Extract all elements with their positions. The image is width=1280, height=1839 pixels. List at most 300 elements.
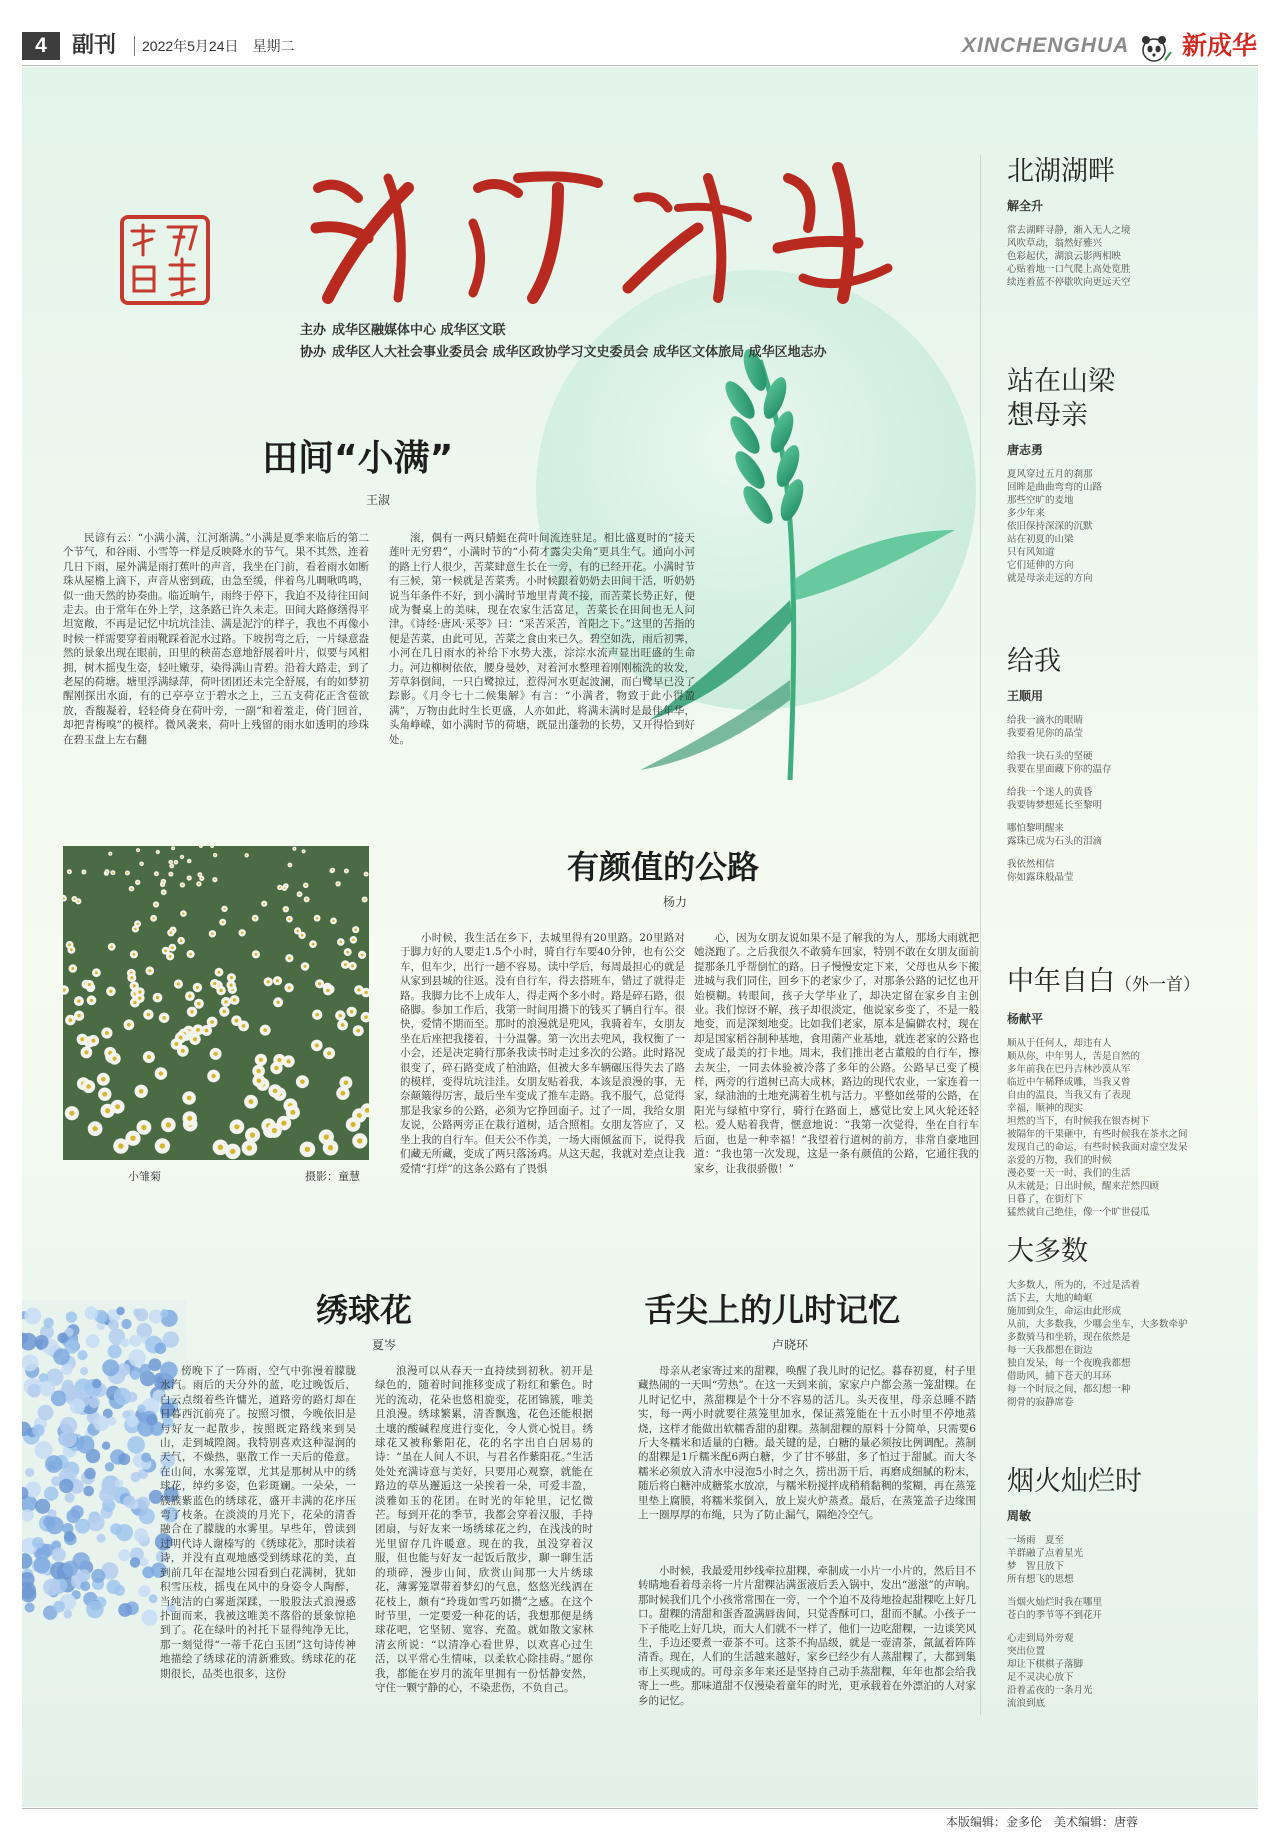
poem-line: 临近中午稀释成雕，当我又曾 — [1007, 1077, 1131, 1088]
hydrangea-petal — [25, 1603, 35, 1613]
hydrangea-petal — [70, 1399, 85, 1414]
poem-lines — [1007, 1534, 1142, 1710]
daisy-center — [267, 980, 270, 983]
daisy-center — [162, 1016, 166, 1020]
co-hosts-value: 成华区人大社会事业委员会 成华区政协学习文史委员会 成华区文体旅局 成华区地志办 — [332, 345, 827, 360]
daisy-center — [255, 953, 258, 956]
poem-author: 解全升 — [1007, 199, 1044, 213]
daisy-center — [289, 864, 291, 866]
hydrangea-petal — [99, 1487, 115, 1503]
hydrangea-petal — [38, 1405, 54, 1421]
daisy-center — [83, 871, 85, 873]
poem-line: 却让下棋棋子落脚 — [1007, 1659, 1084, 1670]
daisy-center — [346, 951, 349, 954]
daisy-center — [188, 877, 190, 879]
photo-caption: 小雏菊 — [128, 1170, 161, 1183]
daisy-center — [91, 1039, 95, 1043]
panda-logo-icon — [1135, 30, 1173, 64]
editor-credits: 本版编辑：金多伦 美术编辑：唐蓉 — [945, 1815, 1138, 1829]
page-footer — [22, 1808, 1258, 1828]
poem-line: 施加到众生，命运由此形成 — [1007, 1306, 1122, 1317]
red-seal-stamp — [120, 215, 210, 305]
daisy-center — [263, 903, 265, 905]
hydrangea-petal — [121, 1319, 131, 1329]
daisy-center — [141, 863, 143, 865]
brand-name-en: XINCHENGHUA — [962, 34, 1130, 57]
poem-line: 风吹草动，翁然好雅兴 — [1007, 238, 1103, 249]
daisy-center — [110, 945, 113, 948]
poem-line: 借助风，捕下苍天的耳环 — [1007, 1371, 1112, 1382]
daisy-center — [171, 946, 174, 949]
daisy-center — [181, 1049, 185, 1053]
daisy-center — [181, 884, 183, 886]
poem-title: 北湖湖畔 — [1007, 156, 1115, 187]
poem-line: 足不灵决心放下 — [1007, 1672, 1074, 1683]
hydrangea-petal — [127, 1436, 145, 1454]
daisy-center — [312, 943, 315, 946]
hydrangea-petal — [134, 1528, 148, 1542]
daisy-center — [272, 1128, 277, 1133]
daisy-center — [326, 989, 329, 992]
article-title-hydrangea: 绣球花 — [316, 1291, 413, 1329]
daisy-center — [139, 1089, 144, 1094]
poem-author: 王顺用 — [1007, 689, 1044, 703]
daisy-center — [356, 1029, 360, 1033]
daisy-center — [169, 955, 172, 958]
hydrangea-petal — [53, 1601, 65, 1613]
poem-title-line1: 站在山梁 — [1007, 366, 1115, 397]
poem-line: 它们延伸的方向 — [1007, 560, 1074, 571]
daisy-center — [222, 921, 224, 923]
hydrangea-petal — [77, 1350, 87, 1360]
daisy-center — [304, 965, 307, 968]
hydrangea-petal — [39, 1381, 55, 1397]
daisy-center — [137, 850, 138, 851]
poem-line: 漫必要一天一时，我们的生活 — [1007, 1168, 1131, 1179]
daisy-center — [364, 991, 367, 994]
hydrangea-petal — [120, 1338, 129, 1347]
daisy-center — [118, 1143, 123, 1148]
daisy-center — [106, 871, 108, 873]
daisy-center — [246, 855, 248, 857]
daisy-center — [171, 865, 173, 867]
poem-lines — [1007, 1037, 1200, 1219]
poem-line: 我要看见你的晶莹 — [1007, 728, 1084, 739]
hydrangea-petal — [130, 1557, 140, 1567]
daisy-center — [274, 1066, 278, 1070]
poem-yanhuo — [1007, 1465, 1142, 1710]
article-title-road: 有颜值的公路 — [567, 848, 760, 886]
daisy-center — [197, 1002, 201, 1006]
daisy-center — [174, 1042, 178, 1046]
hydrangea-petal — [137, 1404, 146, 1413]
hydrangea-petal — [139, 1508, 155, 1524]
daisy-center — [273, 1089, 278, 1094]
daisy-center — [166, 1122, 171, 1127]
daisy-center — [328, 1145, 333, 1150]
divider — [134, 36, 135, 56]
daisy-center — [287, 1059, 291, 1063]
daisy-center — [160, 1143, 165, 1148]
daisy-center — [230, 984, 233, 987]
daisy-center — [187, 1116, 192, 1121]
daisy-center — [306, 898, 308, 900]
article-body-hydrangea-col1: 傍晚下了一阵雨，空气中弥漫着朦胧水汽。雨后的天分外的蓝，吃过晚饭后，白云点缀着些许慵光，道路旁的路灯却在日暮西沉前亮了。按照习惯，今晚依旧是与好友一起散步，按照既定路线来到吴山，走到城隍阁。我特别喜欢这种湿润的天气，不燥热，驱散工作一天后的倦意。在山间，水雾笼罩，尤其是那树从中的绣球花，绰约多姿，色彩斑斓。一朵朵，一簇簇紫蓝色的绣球花，盛开丰满的花序压弯了枝条。在淡淡的月光下，花朵的清香融合在了朦胧的水雾里。早些年，曾读到过明代诗人谢榛写的《绣球花》，那时读着诗，并没有直观地感受到绣球花的美，直到前几年在湿地公园看到白花满树，犹如积雪压枝，摇曳在风中的身姿令人陶醉，当纯洁的白雾逝深蹂，一股股法式浪漫惑扑面而来，我被这唯美不落俗的景象惊艳到了。花在绿叶的衬托下显得纯净无比，那一刻觉得“一蒂千花白玉团”这句诗传神地描绘了绣球花的清新雅致。绣球花的花期很长，品类也很多，这份 — [160, 1365, 356, 1680]
hydrangea-petal — [35, 1499, 50, 1514]
daisy-center — [241, 932, 244, 935]
hydrangea-petal — [25, 1468, 34, 1477]
daisy-center — [218, 971, 221, 974]
poem-line: 站在初夏的山梁 — [1007, 534, 1074, 545]
poem-line: 心走到局外旁观 — [1007, 1633, 1074, 1644]
poem-author: 杨献平 — [1007, 1012, 1044, 1026]
article-body-tongue-col2: 小时候，我最爱用纱线牵拉甜粿，牵制成一小片一小片的，然后目不转睛地看着母亲将一片片甜粿沾满蛋液后丢入锅中，发出“滋滋”的声响。那时候我们几个小孩常常围在一旁，一个个迫不及待地捡起甜粿吃上好几口。甜粿的清甜和蛋香盈满唇齿间，只觉香酥可口，甜而不腻。小孩子一下子能吃上好几块，而大人们就不一样了，他们一边吃甜粿，一边谈笑风生，手边还要煮一壶茶不可。这茶不拘品级，就是一壶清茶，氤氲着阵阵清香。现在，人们的生活越来越好，家乡已经少有人蒸甜粿了，大都到集市上买现成的。可母亲多年来还是坚持自己动手蒸甜粿，年年也都会给我寄上一些。那味道甜不仅漫染着童年的时光，更承载着在外漂泊的人对家乡的记忆。 — [638, 1565, 976, 1707]
article-body-road-col2: 心，因为女朋友说如果不是了解我的为人，那场大雨就把她浇跑了。之后我很久不敢骑车回家，特别不敢在女朋友面前提那条几乎帮倒忙的路。日子慢慢安定下来，父母也从乡下搬进城与我们同住，回乡下的老家少了，对那条公路的记忆也开始模糊。转眼间，孩子大学毕业了，却决定留在家乡自主创业。我们惊讶不解，孩子却很淡定，他说家乡变了，不是一般地变，而是深刻地变。比如我们老家，原本是偏僻农村，现在却是国家稻谷制种基地，食用菌产业基地，就连老家的公路也变成了最美的打卡地。周末，我们推出老古董般的自行车，擦去灰尘，一同去体验被冷落了多年的公路。公路早已变了模样，两旁的行道树已高大成林，路边的现代农业，一家连着一家，绿油油的土地充满着生机与活力。平整如丝带的公路，在阳光与绿植中穿行，骑行在路面上，感觉比安上风火轮还轻松。爱人贴着我背，惬意地说：“我第一次觉得，坐在自行车后面，也是一种幸福！”我望着行道树的前方，非常自豪地回道：“我也第一次发现，这是一条有颜值的公路，它通往我的家乡，让我很骄傲！” — [694, 932, 979, 1175]
stanza-gap — [1007, 812, 1112, 822]
daisy-center — [219, 989, 222, 992]
daisy-center — [279, 886, 281, 888]
hydrangea-petal — [118, 1453, 130, 1465]
daisy-center — [364, 1015, 368, 1019]
poem-line: 我要铸梦想延长至黎明 — [1007, 800, 1103, 811]
hydrangea-petal — [131, 1472, 141, 1482]
poem-line: 所有想飞的思想 — [1007, 1574, 1074, 1585]
daisy-center — [230, 1149, 235, 1154]
daisy-center — [364, 898, 366, 900]
daisy-center — [332, 920, 334, 922]
daisy-center — [196, 1028, 200, 1032]
hydrangea-petal — [43, 1516, 54, 1527]
hydrangea-petal — [116, 1307, 124, 1315]
daisy-center — [332, 869, 334, 871]
daisy-center — [344, 963, 347, 966]
daisy-center — [276, 1001, 279, 1004]
daisy-center — [315, 1013, 319, 1017]
daisy-center — [77, 1014, 81, 1018]
article-author-xiaoman: 王淑 — [366, 493, 391, 507]
poem-line: 当烟火灿烂时我在哪里 — [1007, 1597, 1103, 1608]
daisy-center — [181, 856, 183, 858]
hosts-value: 成华区融媒体中心 成华区文联 — [332, 323, 506, 338]
hydrangea-petal — [127, 1392, 138, 1403]
article-author-road: 杨力 — [663, 895, 688, 909]
daisy-center — [223, 908, 225, 910]
poem-line: 被隔年的干果砸中，有些时候我在茶水之间 — [1007, 1129, 1188, 1140]
daisy-center — [172, 848, 173, 849]
poem-line: 坦然的当下，有时候我在银杏树下 — [1007, 1116, 1150, 1127]
daisy-center — [109, 990, 112, 993]
poem-line: 依旧保持深深的沉默 — [1007, 521, 1093, 532]
daisy-center — [175, 861, 177, 863]
daisy-center — [193, 1037, 197, 1041]
daisy-center — [211, 1074, 215, 1078]
daisy-center — [152, 917, 154, 919]
hydrangea-petal — [52, 1548, 66, 1562]
daisy-center — [288, 986, 291, 989]
daisy-center — [177, 982, 180, 985]
daisy-center — [163, 891, 165, 893]
hydrangea-petal — [123, 1495, 135, 1507]
daisy-center — [249, 1099, 254, 1104]
daisy-center — [213, 982, 216, 985]
daisy-center — [352, 939, 355, 942]
daisy-center — [296, 930, 299, 933]
daisy-center — [130, 976, 133, 979]
daisy-center — [133, 953, 136, 956]
poem-line: 那些空旷的麦地 — [1007, 495, 1074, 506]
poem-line: 亲爱的万物，我们的时候 — [1007, 1155, 1112, 1166]
hydrangea-petal — [129, 1335, 141, 1347]
daisy-center — [290, 1110, 295, 1115]
poem-line: 自由的温良，当我又有了表现 — [1007, 1090, 1131, 1101]
poem-line: 从前，大多数我，少哪会坐车，大多数牵驴 — [1007, 1319, 1188, 1330]
hydrangea-petal — [149, 1594, 158, 1603]
daisy-center — [182, 912, 184, 914]
poem-line: 猛然就自己绝佳，像一个旷世侵瓜 — [1007, 1207, 1150, 1218]
daisy-center — [105, 1108, 110, 1113]
daisy-center — [110, 853, 112, 855]
daisy-center — [136, 923, 138, 925]
organizers — [300, 320, 827, 364]
daisy-center — [69, 871, 71, 873]
stanza-gap — [1007, 740, 1112, 750]
daisy-center — [113, 1057, 117, 1061]
poem-line: 夏风穿过五月的刹那 — [1007, 469, 1093, 480]
poem-lines — [1007, 1279, 1188, 1409]
daisy-center — [148, 969, 151, 972]
photo-credit: 摄影：童慧 — [305, 1170, 360, 1183]
daisy-center — [164, 949, 167, 952]
daisy-center — [90, 999, 93, 1002]
poem-line: 突出位置 — [1007, 1646, 1046, 1657]
hydrangea-petal — [110, 1523, 122, 1535]
daisy-center — [199, 874, 201, 876]
article-body-xiaoman-col1: 民谚有云：“小满小满，江河渐满。”小满是夏季来临后的第二个节气，和谷雨、小雪等一样是反映降水的节气。果不其然，连着几日下雨，屋外满是雨打蕉叶的声音，我坐在门前，看着雨水如断珠从屋檐上滴下，声音从密到疏，由急至缓，伴着鸟儿啁啾鸣鸣，似一曲天然的协奏曲。临近晌午，雨终于停下，我迫不及待往田间走去。由于常年在外上学，这条路已许久未走。田间大路修缮得平坦宽敞，不再是记忆中坑坑洼洼、满是泥泞的样子，我也不再像小时候一样需要穿着雨靴踩着泥水过路。下坡拐弯之后，一片绿意盎然的景象出现在眼前，田里的秧苗态意地舒展着叶片，似要与风相拥，树木摇曳生姿，轻吐嫩芽，染得满山青碧。沿着大路走，到了老屋的荷塘。塘里浮满绿萍，荷叶团团还未完全舒展，有的如梦初醒刚探出水面，有的已亭亭立于碧水之上，三五支荷花正含苞欲放，香馥凝着，轻轻倚身在荷叶旁，一副“和着羞走，倚门回首，却把青梅嗅”的模样。微风袭来，荷叶上残留的雨水如透明的珍珠在碧玉盘上左右翻 — [63, 532, 369, 746]
poem-line: 多年前我在巴丹吉林沙漠从军 — [1007, 1064, 1131, 1075]
poem-zhongnian — [1007, 965, 1200, 1219]
daisy-center — [303, 851, 304, 852]
article-body-xiaoman-col2: 滚，偶有一两只蜻蜓在荷叶间流连驻足。相比盛夏时的“接天莲叶无穷碧”，小满时节的“小荷才露尖尖角”更具生气。通向小河的路上行人很少，苦菜肆意生长在一旁，有的已经开花。小满时节有三候，第一候就是苦菜秀。小时候跟着奶奶去田间干活，听奶奶说当年条件不好，到小满时节地里青黄不接，而苦菜长势正好，便成为餐桌上的美味，现在农家生活富足，苦菜长在田间也无人问津。《诗经·唐风·采苓》曰：“采苦采苦，首阳之下。”这里的苦指的便是苦菜，由此可见，苦菜之食由来已久。碧空如洗，雨后初霁，小河在几日雨水的补给下水势大涨，淙淙水流声显出旺盛的生命力。河边柳树依依，腰身曼妙，对着河水整理着刚刚梳洗的妆发，芳草斜倒间，一只白鹭掠过，惹得河水更起波澜，而白鹭早已没了踪影。《月令七十二候集解》有言：“小满者，物致于此小得盈满”，万物由此时生长更盛，人亦如此，将满未满时是最佳年华，头角峥嵘，如小满时节的荷塘，既显出蓬勃的长势，又开得恰到好处。 — [389, 532, 695, 746]
poem-line: 顺从于任何人，却违有人 — [1007, 1038, 1112, 1049]
daisy-center — [294, 848, 295, 849]
daisy-center — [281, 1121, 286, 1126]
daisy-center — [68, 944, 71, 947]
daisy-center — [242, 1024, 246, 1028]
hydrangea-petal — [107, 1417, 116, 1426]
daisy-center — [346, 870, 348, 872]
poem-line: 日暮了，在街灯下 — [1007, 1194, 1084, 1205]
hosts-label: 主办 — [300, 323, 327, 338]
daisy-center — [201, 878, 203, 880]
daisy-center — [218, 1145, 223, 1150]
daisy-center — [351, 965, 354, 968]
poem-lines — [1007, 714, 1112, 884]
hydrangea-petal — [131, 1371, 140, 1380]
daisy-center — [198, 883, 200, 885]
hydrangea-petal — [105, 1462, 114, 1471]
article-author-hydrangea: 夏岑 — [372, 1338, 397, 1352]
daisy-center — [324, 1134, 329, 1139]
poem-geiwo — [1007, 645, 1112, 884]
poem-line: 续连着蓝不停歇吹向更远天空 — [1007, 277, 1131, 288]
poem-lines — [1007, 224, 1131, 289]
daisy-center — [315, 1043, 319, 1047]
daisy-center — [230, 976, 233, 979]
daisy-center — [288, 957, 291, 960]
daisy-center — [93, 1126, 98, 1131]
poem-line: 多数骑马和坐轿，现在依然是 — [1007, 1332, 1131, 1343]
article-author-tongue: 卢晓环 — [772, 1338, 809, 1352]
daisy-center — [263, 1028, 267, 1032]
poem-line: 每一天我都想在街边 — [1007, 1345, 1093, 1356]
daisy-center — [288, 918, 290, 920]
poem-line: 发现自己的命运，有些时候我面对虚空发呆 — [1007, 1142, 1188, 1153]
daisy-center — [316, 917, 318, 919]
daisy-center — [134, 928, 137, 931]
article-body-road-col1: 小时候，我生活在乡下，去城里得有20里路。20里路对于脚力好的人要走1.5个小时，骑自行车要40分钟，也有公交车，但车少，出行一趟不容易。读中学后，每周最担心的就是从家到县城的往返。没有自行车，得去搭班车，错过了就得走路。我脚力比不上成年人，得走两个多小时。路是碎石路，很硌脚。参加工作后，我第一时间用攒下的钱买了辆自行车。很快，爱情不期而至。那时的浪漫就是兜风，我骑着车，女朋友坐在后座把我搂着，十分温馨。第一次出去兜风，我权衡了一小会，还是决定骑行那条我读书时走过多次的公路。此时路况很变了，碎石路变成了柏油路，但被大多车辆碾压得失去了路的模样，变得坑坑洼洼。女朋友贴着我，本该是浪漫的事，无奈颠簸得厉害，最后坐车变成了推车走路。我不服气，总觉得那是我家乡的公路，必须为它挣回面子。过了一周，我给女朋友说，公路两旁正在栽行道树，适合照相。女朋友答应了，又坐上我的自行车。但天公不作美，一场大雨倾盆而下，说得我们藏无所藏，变成了两只落汤鸡。从这天起，我就对差点让我爱情“打烊”的这条公路有了畏惧 — [400, 932, 685, 1175]
co-hosts-label: 协办 — [300, 345, 327, 360]
daisy-center — [341, 1023, 345, 1027]
daisy-center — [127, 872, 129, 874]
daisy-center — [69, 1018, 73, 1022]
daisy-center — [214, 879, 216, 881]
daisy-center — [340, 941, 343, 944]
poem-title: 大多数 — [1007, 1236, 1088, 1267]
hydrangea-petal — [102, 1359, 119, 1376]
hydrangea-petal — [108, 1320, 119, 1331]
daisy-center — [88, 983, 91, 986]
daisy-center — [115, 1104, 120, 1109]
daisy-center — [71, 967, 74, 970]
hydrangea-petal — [22, 1354, 39, 1371]
daisy-center — [138, 990, 141, 993]
daisy-center — [155, 903, 157, 905]
hydrangea-petal — [77, 1569, 90, 1582]
daisy-center — [180, 939, 183, 942]
hydrangea-petal — [142, 1610, 158, 1626]
page-number: 4 — [22, 32, 60, 60]
daisy-center — [344, 1080, 349, 1085]
poem-line: 给我一个迷人的黄昏 — [1007, 787, 1093, 798]
daisy-center — [102, 1092, 107, 1097]
daisy-center — [247, 1145, 252, 1150]
poem-line: 你如露珠般晶莹 — [1007, 872, 1074, 883]
hydrangea-petal — [32, 1537, 43, 1548]
daisy-center — [105, 1031, 109, 1035]
daisy-center — [233, 998, 236, 1001]
daisy-center — [285, 908, 287, 910]
hydrangea-petal — [91, 1569, 105, 1583]
article-title-tongue: 舌尖上的儿时记忆 — [644, 1291, 901, 1329]
poem-line: 哪怕黎明醒来 — [1007, 823, 1065, 834]
poem-line: 羊群融了点着星光 — [1007, 1548, 1084, 1559]
daisy-center — [214, 1052, 218, 1056]
hydrangea-petal — [87, 1514, 104, 1531]
hydrangea-petal — [115, 1479, 124, 1488]
poem-author: 唐志勇 — [1007, 443, 1044, 457]
daisy-center — [210, 1020, 214, 1024]
hydrangea-petal — [44, 1487, 58, 1501]
stanza-gap — [1007, 848, 1112, 858]
poem-title: 中年自白（外一首） — [1007, 966, 1200, 997]
daisy-center — [354, 928, 357, 931]
daisy-center — [205, 1029, 209, 1033]
stanza-gap — [1007, 776, 1112, 786]
daisy-center — [351, 1122, 356, 1127]
hydrangea-petal — [139, 1557, 148, 1566]
stanza-gap — [1007, 1622, 1142, 1632]
poem-shanliang — [1007, 365, 1115, 585]
daisy-center — [357, 1113, 362, 1118]
poem-line: 多少年来 — [1007, 508, 1046, 519]
poem-line: 我要在里面藏下你的温存 — [1007, 764, 1112, 775]
daisy-center — [214, 854, 216, 856]
daisy-center — [305, 884, 307, 886]
hydrangea-petal — [60, 1431, 77, 1448]
poem-line: 常去湖畔寻静，渐入无人之境 — [1007, 225, 1131, 236]
daisy-center — [224, 1000, 227, 1003]
daisy-center — [147, 1055, 151, 1059]
daisy-center — [361, 954, 364, 957]
daisy-center — [188, 994, 191, 997]
hydrangea-petal — [61, 1364, 72, 1375]
daisy-center — [339, 1014, 343, 1018]
poem-line: 独自发呆，每一个夜晚我都想 — [1007, 1358, 1131, 1369]
hydrangea-petal — [32, 1424, 44, 1436]
daisy-center — [157, 851, 158, 852]
daisy-center — [284, 887, 286, 889]
daisy-center — [170, 861, 172, 863]
poem-line: 心贴着地一口气爬上高处览胜 — [1007, 264, 1131, 275]
poem-line: 活下去，大地的崎岖 — [1007, 1293, 1093, 1304]
article-title-xiaoman: 田间“小满” — [262, 438, 454, 479]
poem-line: 一场雨 夏至 — [1007, 1535, 1065, 1546]
daisy-center — [188, 860, 190, 862]
daisy-center — [305, 1147, 310, 1152]
daisy-center — [138, 997, 141, 1000]
hydrangea-petal — [97, 1534, 106, 1543]
hydrangea-petal — [66, 1312, 77, 1323]
daisy-center — [300, 1079, 305, 1084]
daisy-center — [84, 1050, 88, 1054]
hydrangea-petal — [77, 1436, 95, 1454]
hydrangea-petal — [155, 1343, 167, 1355]
daisy-center — [133, 984, 136, 987]
hydrangea-petal — [65, 1493, 75, 1503]
daisy-center — [127, 1023, 131, 1027]
poem-title: 给我 — [1007, 646, 1061, 677]
daisy-photo — [63, 846, 369, 1160]
daisy-center — [250, 1132, 255, 1137]
poem-line: 就是母亲走远的方向 — [1007, 573, 1093, 584]
poem-title: 烟火灿烂时 — [1007, 1466, 1142, 1497]
poem-line: 幸福，顺神的现实 — [1007, 1103, 1084, 1114]
daisy-center — [189, 953, 192, 956]
hydrangea-petal — [85, 1306, 98, 1319]
daisy-center — [137, 881, 139, 883]
poem-line: 大多数人，所为的，不过是活着 — [1007, 1280, 1141, 1291]
poem-line: 回眸是曲曲弯弯的山路 — [1007, 482, 1103, 493]
daisy-center — [365, 873, 367, 875]
hydrangea-petal — [108, 1345, 122, 1359]
poem-daduoshu — [1007, 1235, 1188, 1409]
daisy-center — [256, 1069, 260, 1073]
poem-line: 我依然相信 — [1007, 859, 1055, 870]
hydrangea-petal — [62, 1380, 74, 1392]
daisy-center — [187, 1096, 192, 1101]
daisy-center — [337, 883, 339, 885]
daisy-center — [254, 917, 256, 919]
